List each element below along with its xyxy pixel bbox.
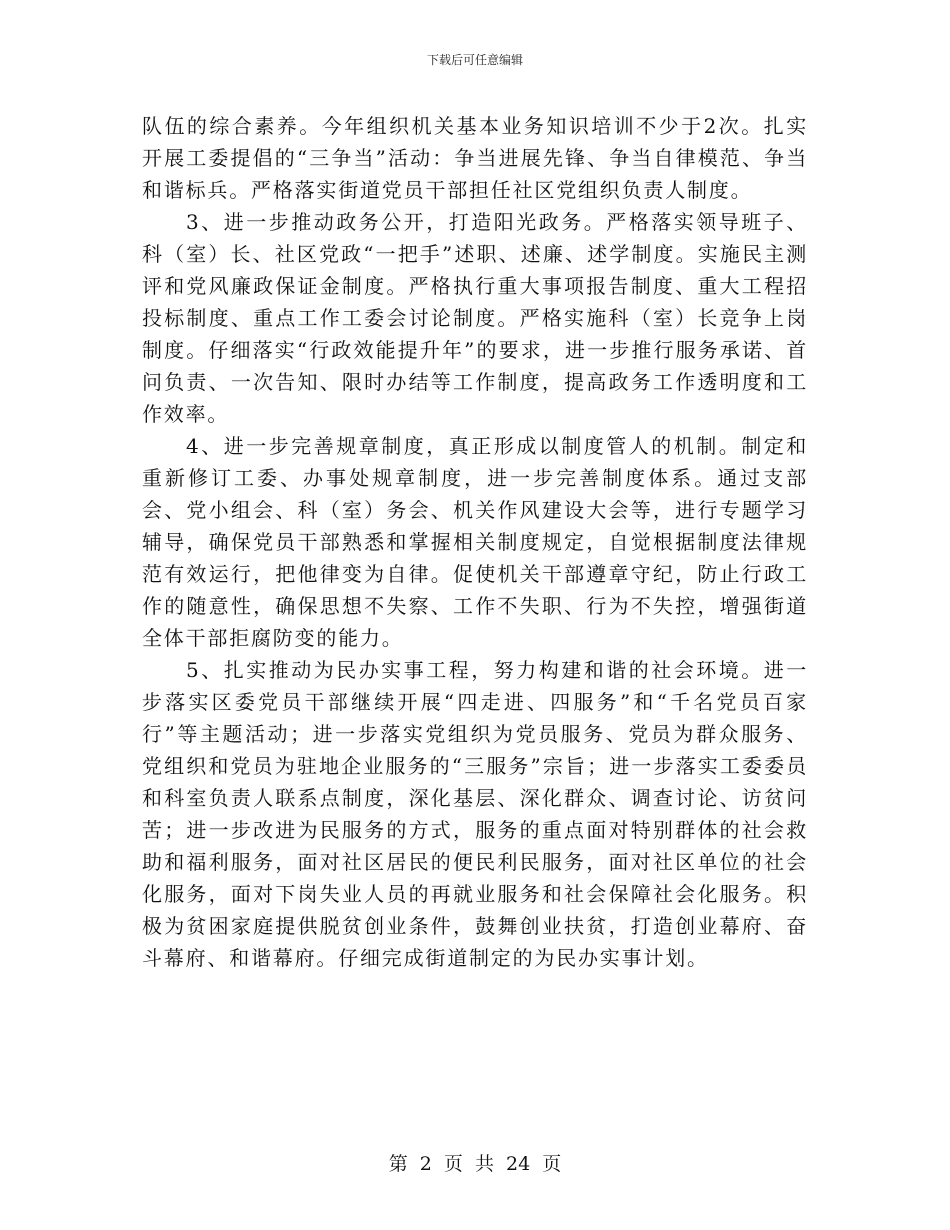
paragraph-item-4: 4、进一步完善规章制度，真正形成以制度管人的机制。制定和重新修订工委、办事处规章制度，进一步完善制度体系。通过支部会、党小组会、科（室）务会、机关作风建设大会等，进行专题学习辅导，确保党员干部熟悉和掌握相关制度规定，自觉根据制度法律规范有效运行，把他律变为自律。促使机关干部遵章守纪，防止行政工作的随意性，确保思想不失察、工作不失职、行为不失控，增强街道全体干部拒腐防变的能力。: [142, 434, 808, 650]
page-header-note: 下载后可任意编辑: [426, 53, 523, 67]
paragraph-continuation: 队伍的综合素养。今年组织机关基本业务知识培训不少于2次。扎实开展工委提倡的“三争当”活动：争当进展先锋、争当自律模范、争当和谐标兵。严格落实街道党员干部担任社区党组织负责人制度。: [142, 114, 808, 202]
document-body: [142, 110, 808, 974]
paragraph-item-5: 5、扎实推动为民办实事工程，努力构建和谐的社会环境。进一步落实区委党员干部继续开展“四走进、四服务”和“千名党员百家行”等主题活动；进一步落实党组织为党员服务、党员为群众服务、党组织和党员为驻地企业服务的“三服务”宗旨；进一步落实工委委员和科室负责人联系点制度，深化基层、深化群众、调查讨论、访贫问苦；进一步改进为民服务的方式，服务的重点面对特别群体的社会救助和福利服务，面对社区居民的便民利民服务，面对社区单位的社会化服务，面对下岗失业人员的再就业服务和社会保障社会化服务。积极为贫困家庭提供脱贫创业条件，鼓舞创业扶贫，打造创业幕府、奋斗幕府、和谐幕府。仔细完成街道制定的为民办实事计划。: [142, 658, 808, 970]
page-number-footer: 第 2 页 共 24 页: [388, 1153, 562, 1175]
paragraph-item-3: 3、进一步推动政务公开，打造阳光政务。严格落实领导班子、科（室）长、社区党政“一把手”述职、述廉、述学制度。实施民主测评和党风廉政保证金制度。严格执行重大事项报告制度、重大工程招投标制度、重点工作工委会讨论制度。严格实施科（室）长竞争上岗制度。仔细落实“行政效能提升年”的要求，进一步推行服务承诺、首问负责、一次告知、限时办结等工作制度，提高政务工作透明度和工作效率。: [142, 210, 808, 426]
